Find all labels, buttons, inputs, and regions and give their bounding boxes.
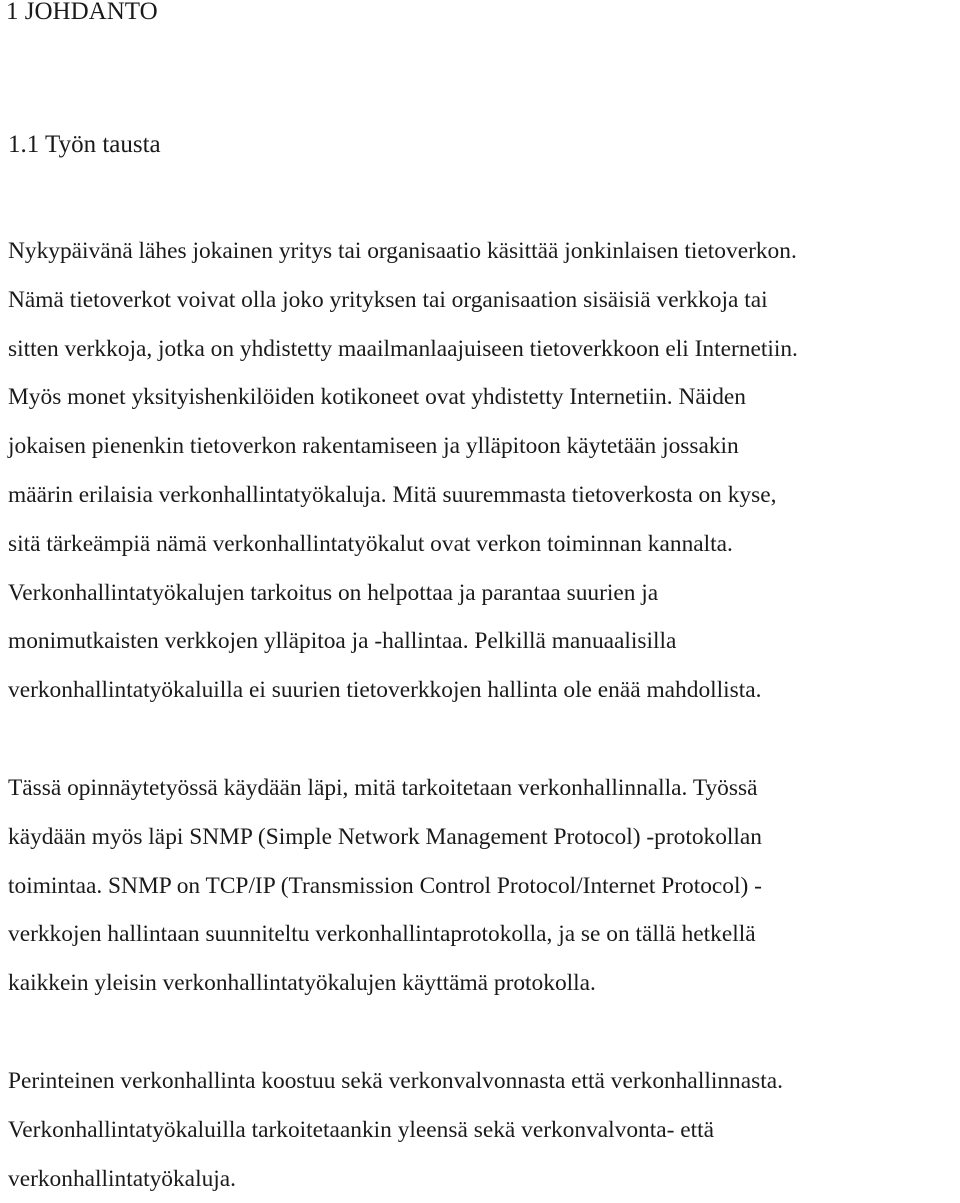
paragraph-line: jokaisen pienenkin tietoverkon rakentamiseen ja ylläpitoon käytetään jossakin [8,433,739,460]
paragraph-line: Verkonhallintatyökalujen tarkoitus on helpottaa ja parantaa suurien ja [8,579,659,606]
paragraph-line: käydään myös läpi SNMP (Simple Network Management Protocol) -protokollan [8,823,763,850]
chapter-heading: 1 JOHDANTO [6,0,158,25]
paragraph-line: Tässä opinnäytetyössä käydään läpi, mitä tarkoitetaan verkonhallinnalla. Työssä [8,775,758,801]
paragraph-line: sitä tärkeämpiä nämä verkonhallintatyökalut ovat verkon toiminnan kannalta. [8,530,733,557]
paragraph-line: Nykypäivänä lähes jokainen yritys tai organisaatio käsittää jonkinlaisen tietoverkon. [8,238,797,264]
paragraph-2 [8,764,960,1008]
paragraph-line: Verkonhallintatyökaluilla tarkoitetaankin yleensä sekä verkonvalvonta- että [8,1116,715,1143]
paragraph-line: monimutkaisten verkkojen ylläpitoa ja -hallintaa. Pelkillä manuaalisilla [8,628,677,655]
paragraph-line: sitten verkkoja, jotka on yhdistetty maailmanlaajuiseen tietoverkkoon eli Internetiin. [8,335,798,362]
paragraph-line: määrin erilaisia verkonhallintatyökaluja. Mitä suuremmasta tietoverkosta on kyse, [8,481,777,508]
paragraph-line: Myös monet yksityishenkilöiden kotikoneet ovat yhdistetty Internetiin. Näiden [8,384,746,411]
paragraph-line: Perinteinen verkonhallinta koostuu sekä verkonvalvonnasta että verkonhallinnasta. [8,1068,783,1094]
paragraph-line: Nämä tietoverkot voivat olla joko yrityksen tai organisaation sisäisiä verkkoja tai [8,286,768,313]
paragraph-1 [8,227,960,715]
paragraph-line: kaikkein yleisin verkonhallintatyökalujen käyttämä protokolla. [8,970,596,997]
section-heading: 1.1 Työn tausta [8,131,161,158]
paragraph-line: verkonhallintatyökaluilla ei suurien tietoverkkojen hallinta ole enää mahdollista. [8,677,762,704]
paragraph-3 [8,1057,960,1203]
paragraph-line: verkonhallintatyökaluja. [8,1165,236,1192]
paragraph-line: verkkojen hallintaan suunniteltu verkonhallintaprotokolla, ja se on tällä hetkellä [8,921,756,948]
paragraph-line: toimintaa. SNMP on TCP/IP (Transmission Control Protocol/Internet Protocol) - [8,872,762,899]
